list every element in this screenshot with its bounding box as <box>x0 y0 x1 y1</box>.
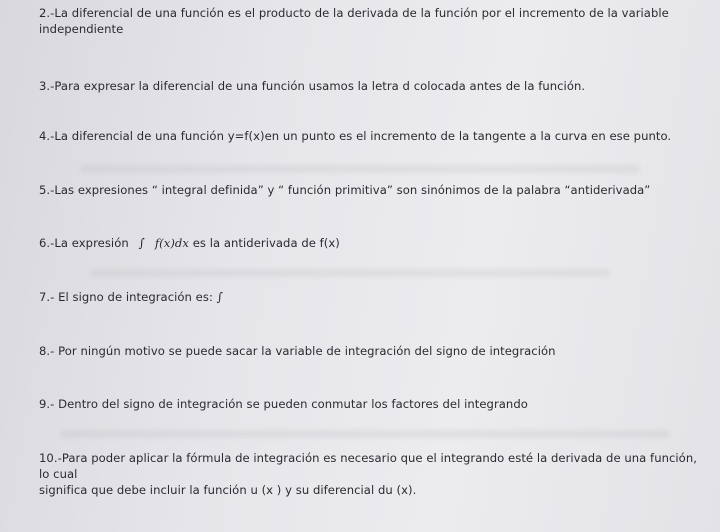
statement-6-prefix: 6.-La expresión <box>39 236 129 250</box>
statement-3: 3.-Para expresar la diferencial de una función usamos la letra d colocada antes de la función. <box>39 79 586 93</box>
bleed-through-text <box>90 269 610 277</box>
bleed-through-text <box>60 430 670 438</box>
statement-4: 4.-La diferencial de una función y=f(x)en un punto es el incremento de la tangente a la curva en ese punto. <box>39 129 672 143</box>
statement-6 <box>39 235 702 251</box>
statement-2-line-1: 2.-La diferencial de una función es el producto de la derivada de la función por el incremento de la variable <box>39 6 669 20</box>
statement-2-line-2: independiente <box>39 22 124 36</box>
integral-symbol: ∫ <box>216 290 223 304</box>
statement-6-formula: f(x)dx <box>154 236 189 250</box>
statement-9: 9.- Dentro del signo de integración se pueden conmutar los factores del integrando <box>39 397 528 411</box>
statement-10-line-2: significa que debe incluir la función u (x ) y su diferencial du (x). <box>39 483 417 497</box>
integral-symbol: ∫ <box>138 236 145 250</box>
statement-7 <box>39 289 702 305</box>
statement-10 <box>39 450 702 498</box>
statement-10-line-1: 10.-Para poder aplicar la fórmula de integración es necesario que el integrando esté la derivada de una función, lo cual <box>39 451 697 481</box>
statement-5: 5.-Las expresiones “ integral definida” y “ función primitiva” son sinónimos de la palabra “antiderivada” <box>39 183 651 197</box>
statement-8: 8.- Por ningún motivo se puede sacar la variable de integración del signo de integración <box>39 344 556 358</box>
bleed-through-text <box>80 165 640 173</box>
statement-2 <box>39 5 702 37</box>
statement-6-suffix: es la antiderivada de f(x) <box>192 236 340 250</box>
statement-7-text: 7.- El signo de integración es: <box>39 290 213 304</box>
